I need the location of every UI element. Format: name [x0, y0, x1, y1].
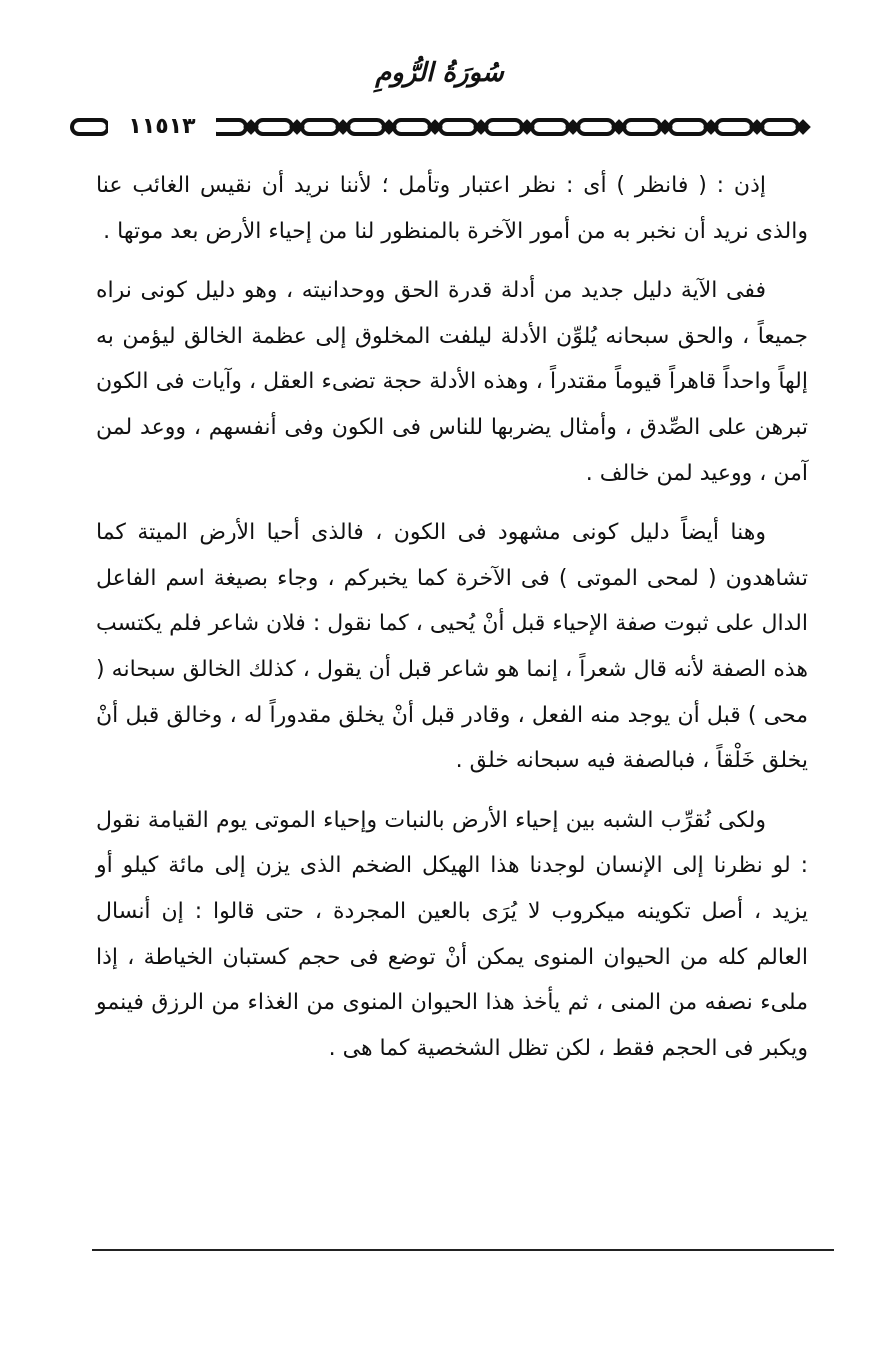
footer-rule — [92, 1249, 834, 1251]
paragraph-3: وهنا أيضاً دليل كونى مشهود فى الكون ، فالذى أحيا الأرض الميتة كما تشاهدون ( لمحى الموتى ) فى الآخرة كما يخبركم ، وجاء بصيغة اسم الفاعل الدال على ثبوت صفة الإحياء قبل أنْ يُحيى ، كما نقول : فلان شاعر فلم يكتسب هذه الصفة لأنه قال شعراً ، إنما هو شاعر قبل أن يقول ، كذلك الخالق سبحانه ( محى ) قبل أن يوجد منه الفعل ، وقادر قبل أنْ يخلق مقدوراً له ، وخالق قبل أنْ يخلق خَلْقاً ، فبالصفة فيه سبحانه خلق . — [96, 520, 808, 774]
chain-link — [762, 120, 798, 134]
chain-link — [256, 120, 292, 134]
chain-link — [394, 120, 430, 134]
chain-link — [670, 120, 706, 134]
chain-link — [302, 120, 338, 134]
chain-link — [348, 120, 384, 134]
chain-link — [578, 120, 614, 134]
surah-title: سُورَةُ الرُّومِ — [375, 58, 504, 88]
chain-link — [624, 120, 660, 134]
chain-link — [440, 120, 476, 134]
paragraph-1: إذن : ( فانظر ) أى : نظر اعتبار وتأمل ؛ لأننا نريد أن نقيس الغائب عنا والذى نريد أن نخبر به من أمور الآخرة بالمنظور لنا من إحياء الأرض بعد موتها . — [96, 173, 808, 244]
paragraph-2: ففى الآية دليل جديد من أدلة قدرة الحق ووحدانيته ، وهو دليل كونى نراه جميعاً ، والحق سبحانه يُلوِّن الأدلة ليلفت المخلوق إلى عظمة الخالق ليؤمن به إلهاً واحداً قاهراً قيوماً مقتدراً ، وهذه الأدلة حجة تضىء العقل ، وآيات فى الكون تبرهن على الصِّدق ، وأمثال يضربها للناس فى الكون وفى أنفسهم ، ووعد لمن آمن ، ووعيد لمن خالف . — [96, 278, 808, 486]
paragraph-4: ولكى نُقرِّب الشبه بين إحياء الأرض بالنبات وإحياء الموتى يوم القيامة نقول : لو نظرنا إلى الإنسان لوجدنا هذا الهيكل الضخم الذى يزن إلى مائة كيلو أو يزيد ، أصل تكوينه ميكروب لا يُرَى بالعين المجردة ، حتى قالوا : إن أنسال العالم كله من الحيوان المنوى يمكن أنْ توضع فى حجم كستبان الخياطة ، إذا ملىء نصفه من المنى ، ثم يأخذ هذا الحيوان المنوى من الغذاء من الرزق فينمو ويكبر فى الحجم فقط ، لكن تظل الشخصية كما هى . — [96, 807, 808, 1061]
page-number: ١١٥١٣ — [108, 113, 216, 141]
chain-link — [716, 120, 752, 134]
body-text — [96, 163, 808, 1085]
chain-link — [486, 120, 522, 134]
chain-link — [532, 120, 568, 134]
chain-diamond — [798, 122, 808, 132]
chain-link — [72, 120, 108, 134]
